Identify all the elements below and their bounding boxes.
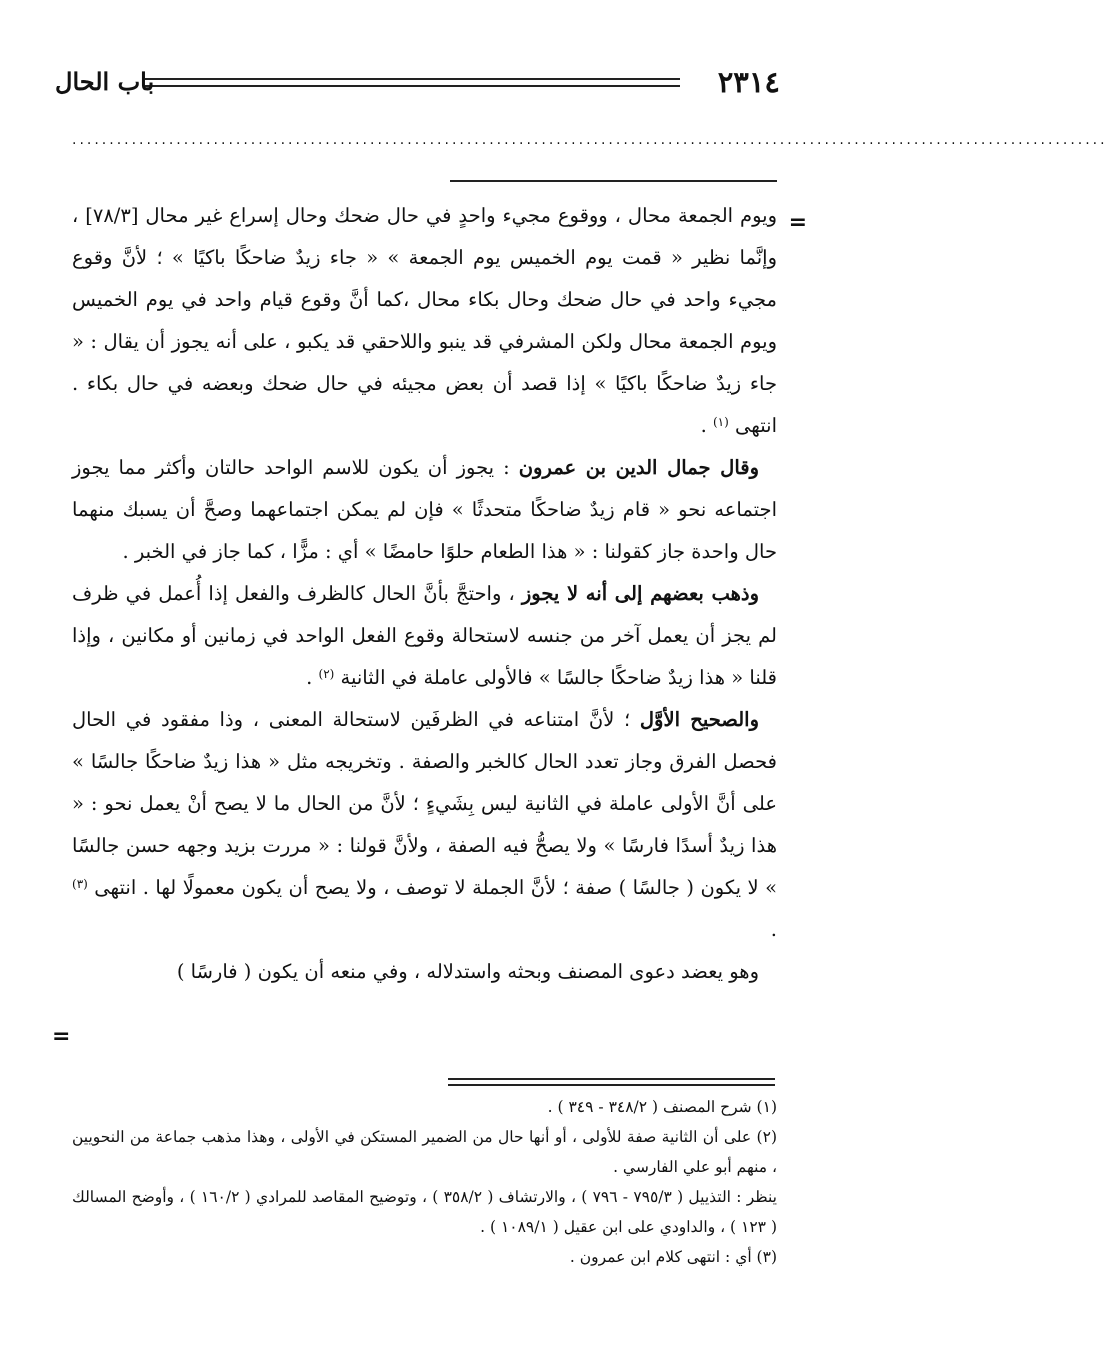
footnote-rule bbox=[448, 1078, 775, 1086]
paragraph-3-lead: وذهب بعضهم إلى أنه لا يجوز bbox=[521, 582, 759, 605]
running-header bbox=[55, 62, 780, 102]
header-double-rule bbox=[145, 78, 680, 87]
section-rule bbox=[450, 180, 777, 182]
chapter-title: باب الحال bbox=[55, 67, 155, 96]
paragraph-4-lead: والصحيح الأوَّل bbox=[639, 708, 759, 731]
dotted-separator: ........................................................................................................................................... bbox=[72, 132, 1108, 148]
paragraph-2: وقال جمال الدين بن عمرون : يجوز أن يكون للاسم الواحد حالتان وأكثر مما يجوز اجتماعه نحو « قام زيدٌ ضاحكًا متحدثًا » فإن لم يمكن اجتماعهما وصحَّ أن يسبك منهما حال واحدة جاز كقولنا : « هذا الطعام حلوًا حامضًا » أي : مزًّا ، كما جاز في الخبر . bbox=[72, 456, 777, 563]
footnote-2-sources: ينظر : التذييل ( ٧٩٥/٣ - ٧٩٦ ) ، والارتشاف ( ٣٥٨/٢ ) ، وتوضيح المقاصد للمرادي ( ١٦٠/٢ ) ، وأوضح المسالك ( ١٢٣ ) ، والداودي على ابن عقيل ( ١٠٨٩/١ ) . bbox=[72, 1188, 777, 1236]
footnote-1: (١) شرح المصنف ( ٣٤٨/٢ - ٣٤٩ ) . bbox=[547, 1098, 777, 1116]
paragraph-4: والصحيح الأوَّل ؛ لأنَّ امتناعه في الظرفَين لاستحالة المعنى ، وذا مفقود في الحال فحصل الفرق وجاز تعدد الحال كالخبر والصفة . وتخريجه مثل « هذا زيدٌ ضاحكًا جالسًا » على أنَّ الأولى عاملة في الثانية ليس بِشَيءٍ ؛ لأنَّ من الحال ما لا يصح أنْ يعمل نحو : « هذا زيدٌ أسدًا فارسًا » ولا يصحُّ فيه الصفة ، ولأنَّ قولنا : « مررت بزيد وجهه حسن جالسًا » لا يكون ( جالسًا ) صفة ؛ لأنَّ الجملة لا توصف ، ولا يصح أن يكون معمولًا لها . انتهى $^{(٣)}$ . bbox=[72, 708, 778, 941]
continuation-mark-top: = bbox=[788, 210, 807, 235]
page-number: ٢٣١٤ bbox=[717, 65, 780, 99]
footnotes bbox=[72, 1092, 777, 1272]
paragraph-5: وهو يعضد دعوى المصنف وبحثه واستدلاله ، وفي منعه أن يكون ( فارسًا ) bbox=[176, 960, 759, 983]
footnote-2: (٢) على أن الثانية صفة للأولى ، أو أنها حال من الضمير المستكن في الأولى ، وهذا مذهب جماعة من النحويين ، منهم أبو علي الفارسي . bbox=[72, 1128, 777, 1176]
footnote-ref-1: (١) bbox=[712, 415, 729, 429]
paragraph-1: ويوم الجمعة محال ، ووقوع مجيء واحدٍ في حال ضحك وحال إسراع غير محال [٧٨/٣] ، وإنَّما نظير « قمت يوم الخميس يوم الجمعة » « جاء زيدٌ ضاحكًا باكيًا » ؛ لأنَّ وقوع مجيء واحد في حال ضحك وحال بكاء محال ،كما أنَّ وقوع قيام واحد في يوم الخميس ويوم الجمعة محال ولكن المشرفي قد ينبو واللاحقي قد يكبو ، على أنه يجوز أن يقال : « جاء زيدٌ ضاحكًا باكيًا » إذا قصد أن بعض مجيئه في حال ضحك وبعضه في حال بكاء . انتهى $^{(١)}$ . bbox=[72, 204, 777, 437]
footnote-ref-3: (٣) bbox=[72, 877, 88, 891]
continuation-mark-bottom: = bbox=[52, 1024, 71, 1049]
footnote-ref-2: (٢) bbox=[318, 667, 335, 681]
paragraph-3: وذهب بعضهم إلى أنه لا يجوز ، واحتجَّ بأنَّ الحال كالظرف والفعل إذا أُعمل في ظرف لم يجز أن يعمل آخر من جنسه لاستحالة وقوع الفعل الواحد في زمانين أو مكانين ، وإذا قلنا « هذا زيدٌ ضاحكًا جالسًا » فالأولى عاملة في الثانية $^{(٢)}$ . bbox=[72, 582, 777, 689]
main-text bbox=[72, 195, 777, 993]
paragraph-2-lead: وقال جمال الدين بن عمرون bbox=[518, 456, 759, 479]
footnote-3: (٣) أي : انتهى كلام ابن عمرون . bbox=[569, 1248, 777, 1266]
